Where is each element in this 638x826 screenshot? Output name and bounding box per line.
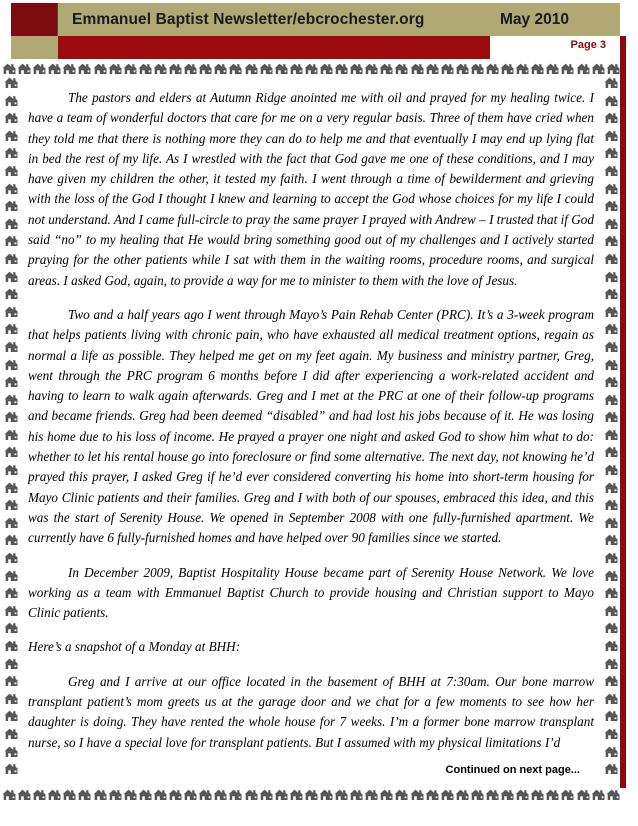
- house-icon: [604, 394, 618, 407]
- house-icon: [319, 789, 333, 802]
- house-icon: [93, 63, 107, 76]
- house-icon: [4, 200, 18, 213]
- house-border-top: [2, 62, 624, 76]
- house-icon: [4, 482, 18, 495]
- house-icon: [183, 63, 197, 76]
- house-icon: [228, 789, 242, 802]
- house-icon: [4, 675, 18, 688]
- house-icon: [604, 693, 618, 706]
- house-icon: [604, 587, 618, 600]
- house-icon: [470, 789, 484, 802]
- house-icon: [183, 789, 197, 802]
- house-icon: [604, 517, 618, 530]
- masthead-red-square: [11, 3, 58, 36]
- house-icon: [4, 464, 18, 477]
- house-icon: [604, 429, 618, 442]
- house-icon: [604, 376, 618, 389]
- house-icon: [4, 183, 18, 196]
- house-icon: [410, 789, 424, 802]
- house-icon: [604, 112, 618, 125]
- house-icon: [604, 728, 618, 741]
- house-icon: [515, 63, 529, 76]
- house-icon: [349, 789, 363, 802]
- house-icon: [4, 763, 18, 776]
- house-icon: [4, 728, 18, 741]
- house-icon: [228, 63, 242, 76]
- house-icon: [244, 63, 258, 76]
- house-icon: [4, 165, 18, 178]
- house-icon: [123, 63, 137, 76]
- house-icon: [591, 789, 605, 802]
- article-paragraph: In December 2009, Baptist Hospitality House became part of Serenity House Network. We love working as a team with Emmanuel Baptist Church to provide housing and Christian support to Mayo Clinic patients.: [28, 564, 594, 621]
- house-icon: [425, 789, 439, 802]
- house-icon: [604, 570, 618, 583]
- house-icon: [604, 482, 618, 495]
- house-icon: [289, 789, 303, 802]
- house-icon: [32, 789, 46, 802]
- house-icon: [604, 288, 618, 301]
- house-icon: [604, 200, 618, 213]
- house-icon: [77, 789, 91, 802]
- house-icon: [4, 253, 18, 266]
- house-icon: [604, 605, 618, 618]
- house-icon: [4, 376, 18, 389]
- house-icon: [4, 658, 18, 671]
- house-icon: [93, 789, 107, 802]
- house-icon: [4, 218, 18, 231]
- house-icon: [485, 789, 499, 802]
- page-number: Page 3: [570, 39, 606, 51]
- house-icon: [364, 789, 378, 802]
- continued-notice: Continued on next page...: [445, 764, 580, 776]
- house-icon: [604, 499, 618, 512]
- house-icon: [576, 63, 590, 76]
- house-icon: [425, 63, 439, 76]
- house-icon: [500, 63, 514, 76]
- article-paragraph: Greg and I arrive at our office located in the basement of BHH at 7:30am. Our bone marrow transplant patient’s mom greets us at the garage door and we chat for a few moments to see how her daughter is doing. They have rented the whole house for 7 weeks. I’m a former bone marrow transplant nurse, so I have a special love for transplant patients. But I assumed with my physical limitations I’d: [28, 673, 594, 750]
- house-icon: [4, 640, 18, 653]
- house-icon: [4, 570, 18, 583]
- house-icon: [530, 789, 544, 802]
- paragraph-spacer: [28, 623, 594, 637]
- house-icon: [604, 130, 618, 143]
- house-icon: [604, 464, 618, 477]
- house-icon: [198, 63, 212, 76]
- house-icon: [259, 789, 273, 802]
- house-icon: [455, 789, 469, 802]
- house-icon: [153, 789, 167, 802]
- house-icon: [485, 63, 499, 76]
- house-icon: [334, 789, 348, 802]
- house-icon: [604, 147, 618, 160]
- house-icon: [17, 63, 31, 76]
- house-icon: [2, 63, 16, 76]
- house-icon: [304, 789, 318, 802]
- masthead-row2-tan-block: [11, 36, 58, 59]
- article-paragraph: The pastors and elders at Autumn Ridge anointed me with oil and prayed for my healing twice. I have a team of wonderful doctors that care for me on a very regular basis. Three of them have cried when they told me that there is nothing more they can do to help me and that eventually I may end up lying flat in bed the rest of my life. As I wrestled with the fact that God gave me one of these conditions, and I may have given my children the other, it tested my faith. I went through a time of bewilderment and grieving with the loss of the God I thought I knew and learning to accept the God whose choices for my life I could not understand. And I came full-circle to pray the same prayer I prayed with Andrew – I trusted that if God said “no” to my healing that He would bring something good out of my challenges and I actively started praying for the other patients while I sat with them in the waiting rooms, procedure rooms, and surgical areas. I asked God, again, to provide a way for me to minister to them with the love of Jesus.: [28, 90, 594, 288]
- house-icon: [604, 411, 618, 424]
- house-icon: [560, 789, 574, 802]
- house-icon: [604, 622, 618, 635]
- house-icon: [604, 552, 618, 565]
- house-icon: [4, 446, 18, 459]
- house-icon: [545, 63, 559, 76]
- house-icon: [4, 622, 18, 635]
- house-icon: [379, 789, 393, 802]
- house-icon: [606, 789, 620, 802]
- paragraph-spacer: [28, 549, 594, 563]
- house-icon: [4, 271, 18, 284]
- house-icon: [213, 63, 227, 76]
- house-icon: [62, 63, 76, 76]
- house-icon: [604, 763, 618, 776]
- house-icon: [604, 359, 618, 372]
- house-icon: [4, 499, 18, 512]
- house-icon: [289, 63, 303, 76]
- house-icon: [604, 183, 618, 196]
- house-icon: [470, 63, 484, 76]
- paragraph-spacer: [28, 658, 594, 672]
- newsletter-title: Emmanuel Baptist Newsletter/ebcrochester.org: [72, 11, 425, 28]
- house-icon: [4, 552, 18, 565]
- masthead: [0, 0, 638, 62]
- house-border-left: [4, 77, 18, 789]
- house-icon: [515, 789, 529, 802]
- house-icon: [334, 63, 348, 76]
- house-icon: [4, 95, 18, 108]
- house-icon: [500, 789, 514, 802]
- article-body: [28, 88, 594, 786]
- house-icon: [259, 63, 273, 76]
- house-icon: [168, 789, 182, 802]
- article-paragraph: Two and a half years ago I went through Mayo’s Pain Rehab Center (PRC). It’s a 3-week program that helps patients living with chronic pain, who have exhausted all medical treatment options, regain as normal a life as possible. They helped me get on my feet again. My business and ministry partner, Greg, went through the PRC program 6 months before I did after experiencing a work-related accident and having to learn to walk again afterwards. Greg and I met at the PRC at one of their follow-up programs and became friends. Greg had been deemed “disabled” and had lost his jobs because of it. He was losing his home due to his loss of income. He prayed a prayer one night and asked God to show him what to do: whether to let his rental house go into foreclosure or find some alternative. The next day, not knowing he’d prayed this prayer, I asked Greg if he’d ever considered converting his home into short-term housing for Mayo Clinic patients and their families. Greg and I with both of our spouses, embraced this idea, and this was the start of Serenity House. We opened in September 2008 with one fully-furnished apartment. We currently have 6 fully-furnished homes and have helped over 90 families since we started.: [28, 306, 594, 546]
- house-icon: [4, 587, 18, 600]
- house-icon: [4, 746, 18, 759]
- right-vertical-rule: [620, 36, 626, 788]
- house-icon: [606, 63, 620, 76]
- house-icon: [604, 341, 618, 354]
- house-icon: [319, 63, 333, 76]
- house-icon: [4, 323, 18, 336]
- house-icon: [440, 789, 454, 802]
- house-icon: [4, 394, 18, 407]
- house-icon: [591, 63, 605, 76]
- house-border-bottom: [2, 788, 624, 802]
- house-icon: [4, 429, 18, 442]
- house-icon: [545, 789, 559, 802]
- house-icon: [604, 640, 618, 653]
- house-icon: [244, 789, 258, 802]
- house-icon: [604, 306, 618, 319]
- house-icon: [4, 693, 18, 706]
- house-icon: [4, 534, 18, 547]
- house-icon: [108, 789, 122, 802]
- house-icon: [379, 63, 393, 76]
- house-icon: [455, 63, 469, 76]
- house-icon: [213, 789, 227, 802]
- house-border-right: [604, 77, 618, 789]
- house-icon: [4, 306, 18, 319]
- house-icon: [604, 675, 618, 688]
- house-icon: [560, 63, 574, 76]
- house-icon: [604, 165, 618, 178]
- house-icon: [4, 411, 18, 424]
- paragraph-spacer: [28, 291, 594, 305]
- masthead-row2-red-bar: [58, 36, 490, 59]
- house-icon: [4, 77, 18, 90]
- house-icon: [349, 63, 363, 76]
- house-icon: [304, 63, 318, 76]
- house-icon: [604, 534, 618, 547]
- house-icon: [440, 63, 454, 76]
- house-icon: [198, 789, 212, 802]
- house-icon: [17, 789, 31, 802]
- house-icon: [274, 63, 288, 76]
- house-icon: [4, 710, 18, 723]
- house-icon: [4, 341, 18, 354]
- house-icon: [2, 789, 16, 802]
- house-icon: [274, 789, 288, 802]
- article-paragraph: Here’s a snapshot of a Monday at BHH:: [28, 639, 241, 655]
- house-icon: [530, 63, 544, 76]
- house-icon: [604, 235, 618, 248]
- house-icon: [604, 77, 618, 90]
- house-icon: [32, 63, 46, 76]
- house-icon: [604, 95, 618, 108]
- house-icon: [604, 271, 618, 284]
- house-icon: [4, 359, 18, 372]
- page-number-box: [490, 36, 620, 59]
- house-icon: [168, 63, 182, 76]
- house-icon: [364, 63, 378, 76]
- house-icon: [4, 288, 18, 301]
- house-icon: [410, 63, 424, 76]
- house-icon: [4, 147, 18, 160]
- house-icon: [604, 710, 618, 723]
- house-icon: [604, 446, 618, 459]
- house-icon: [604, 746, 618, 759]
- house-icon: [123, 789, 137, 802]
- house-icon: [47, 789, 61, 802]
- house-icon: [4, 605, 18, 618]
- house-icon: [604, 658, 618, 671]
- house-icon: [4, 112, 18, 125]
- house-icon: [604, 323, 618, 336]
- house-icon: [138, 63, 152, 76]
- house-icon: [604, 218, 618, 231]
- house-icon: [4, 235, 18, 248]
- house-icon: [4, 517, 18, 530]
- house-icon: [153, 63, 167, 76]
- house-icon: [394, 789, 408, 802]
- house-icon: [62, 789, 76, 802]
- house-icon: [394, 63, 408, 76]
- house-icon: [138, 789, 152, 802]
- issue-date: May 2010: [500, 11, 569, 28]
- house-icon: [4, 130, 18, 143]
- house-icon: [576, 789, 590, 802]
- house-icon: [77, 63, 91, 76]
- house-icon: [108, 63, 122, 76]
- house-icon: [604, 253, 618, 266]
- house-icon: [47, 63, 61, 76]
